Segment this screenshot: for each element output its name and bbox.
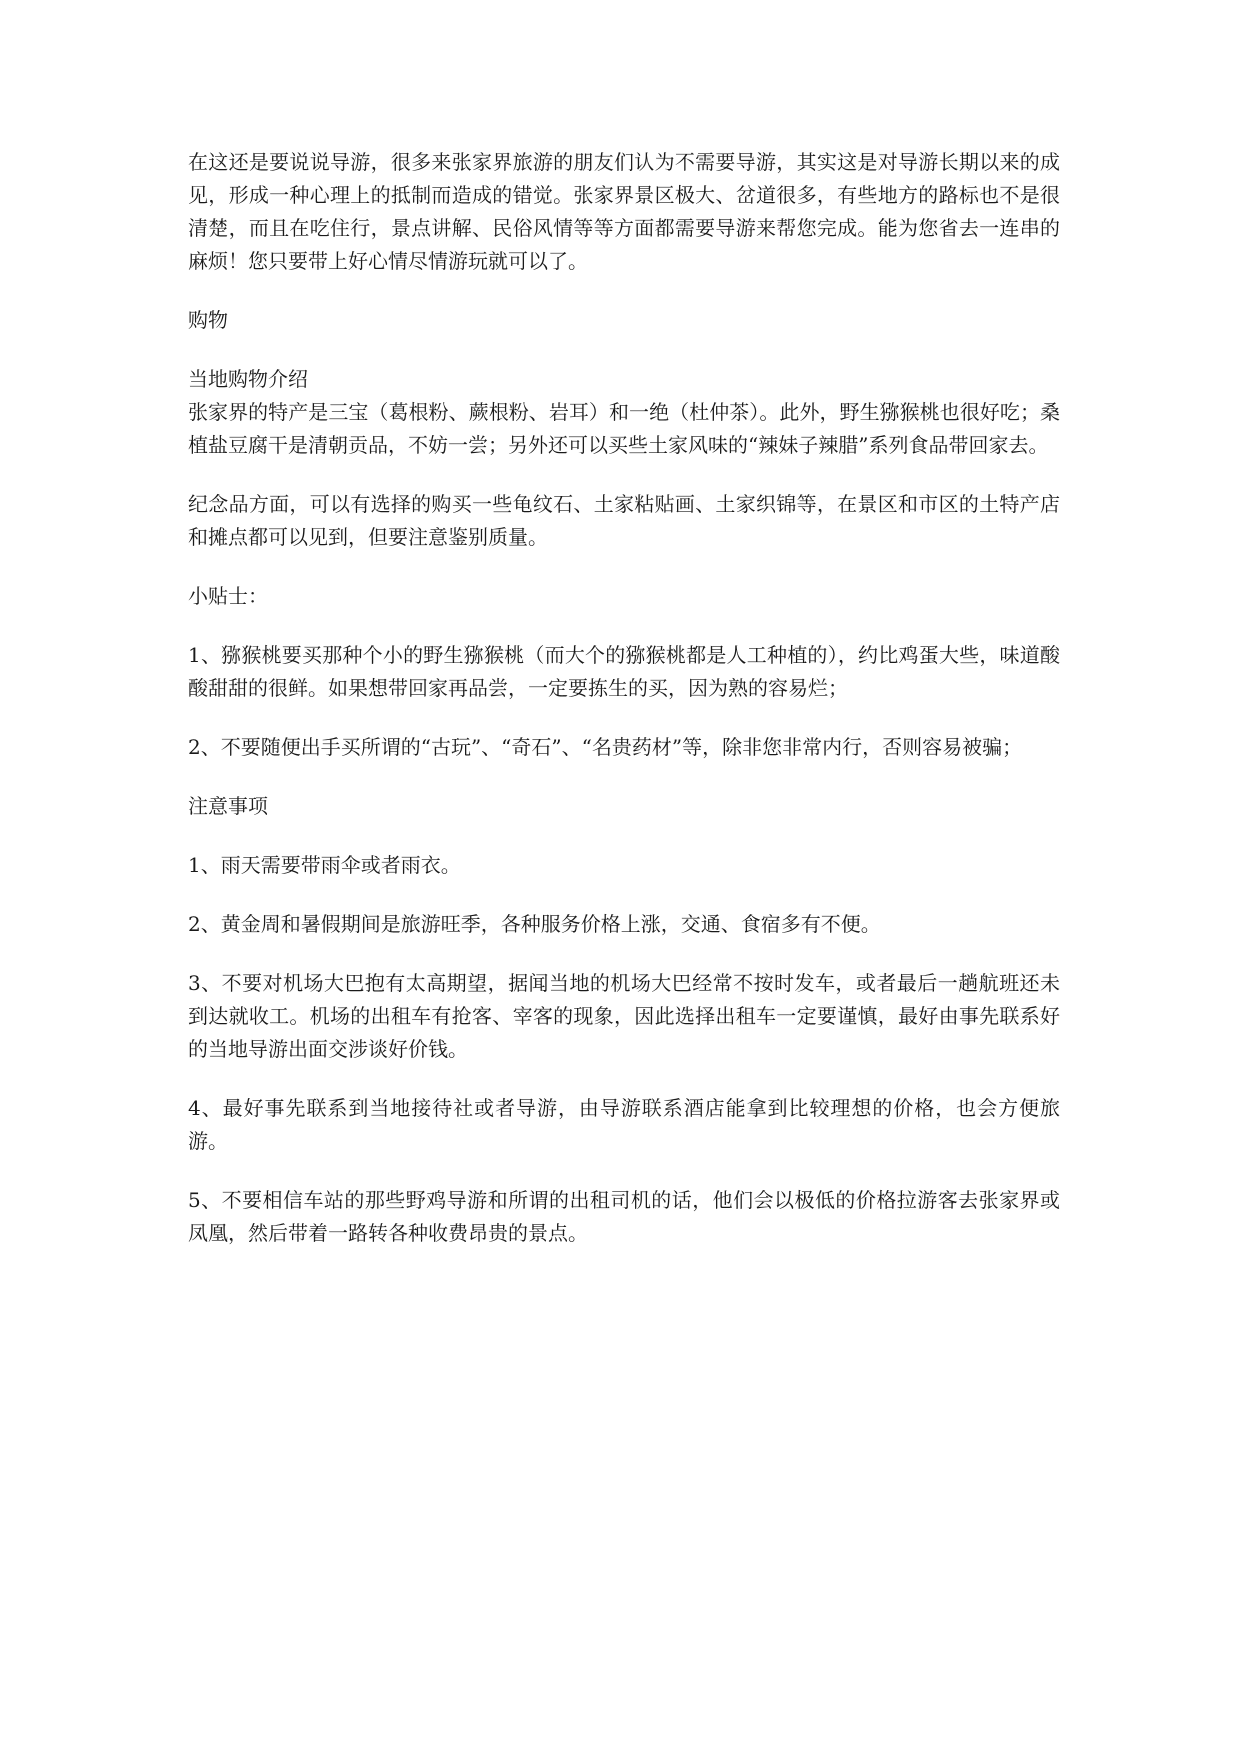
note-item: 3、不要对机场大巴抱有太高期望，据闻当地的机场大巴经常不按时发车，或者最后一趟航班还未到达就收工。机场的出租车有抢客、宰客的现象，因此选择出租车一定要谨慎，最好由事先联系好的当地导游出面交涉谈好价钱。 [188,971,1060,1061]
intro-paragraph: 在这还是要说说导游，很多来张家界旅游的朋友们认为不需要导游，其实这是对导游长期以来的成见，形成一种心理上的抵制而造成的错觉。张家界景区极大、岔道很多，有些地方的路标也不是很清楚，而且在吃住行，景点讲解、民俗风情等等方面都需要导游来帮您完成。能为您省去一连串的麻烦！您只要带上好心情尽情游玩就可以了。 [188,150,1060,273]
tip-item: 1、猕猴桃要买那种个小的野生猕猴桃（而大个的猕猴桃都是人工种植的），约比鸡蛋大些，味道酸酸甜甜的很鲜。如果想带回家再品尝，一定要拣生的买，因为熟的容易烂； [188,643,1060,700]
note-item: 4、最好事先联系到当地接待社或者导游，由导游联系酒店能拿到比较理想的价格，也会方便旅游。 [188,1096,1060,1153]
tip-item: 2、不要随便出手买所谓的“古玩”、“奇石”、“名贵药材”等，除非您非常内行，否则容易被骗； [188,735,1023,759]
section-heading-shopping: 购物 [188,308,228,332]
specialties-paragraph: 张家界的特产是三宝（葛根粉、蕨根粉、岩耳）和一绝（杜仲茶）。此外，野生猕猴桃也很好吃；桑植盐豆腐干是清朝贡品，不妨一尝；另外还可以买些土家风味的“辣妹子辣腊”系列食品带回家去。 [188,400,1060,457]
note-item: 2、黄金周和暑假期间是旅游旺季，各种服务价格上涨，交通、食宿多有不便。 [188,912,881,936]
section-heading-notes: 注意事项 [188,794,268,818]
souvenirs-paragraph: 纪念品方面，可以有选择的购买一些龟纹石、土家粘贴画、土家织锦等，在景区和市区的土特产店和摊点都可以见到，但要注意鉴别质量。 [188,492,1060,549]
note-item: 1、雨天需要带雨伞或者雨衣。 [188,853,461,877]
tips-heading: 小贴士： [188,584,268,608]
note-item: 5、不要相信车站的那些野鸡导游和所谓的出租司机的话，他们会以极低的价格拉游客去张家界或凤凰，然后带着一路转各种收费昂贵的景点。 [188,1188,1060,1245]
subheading-local-shopping: 当地购物介绍 [188,367,308,391]
document-page [188,146,1060,1276]
